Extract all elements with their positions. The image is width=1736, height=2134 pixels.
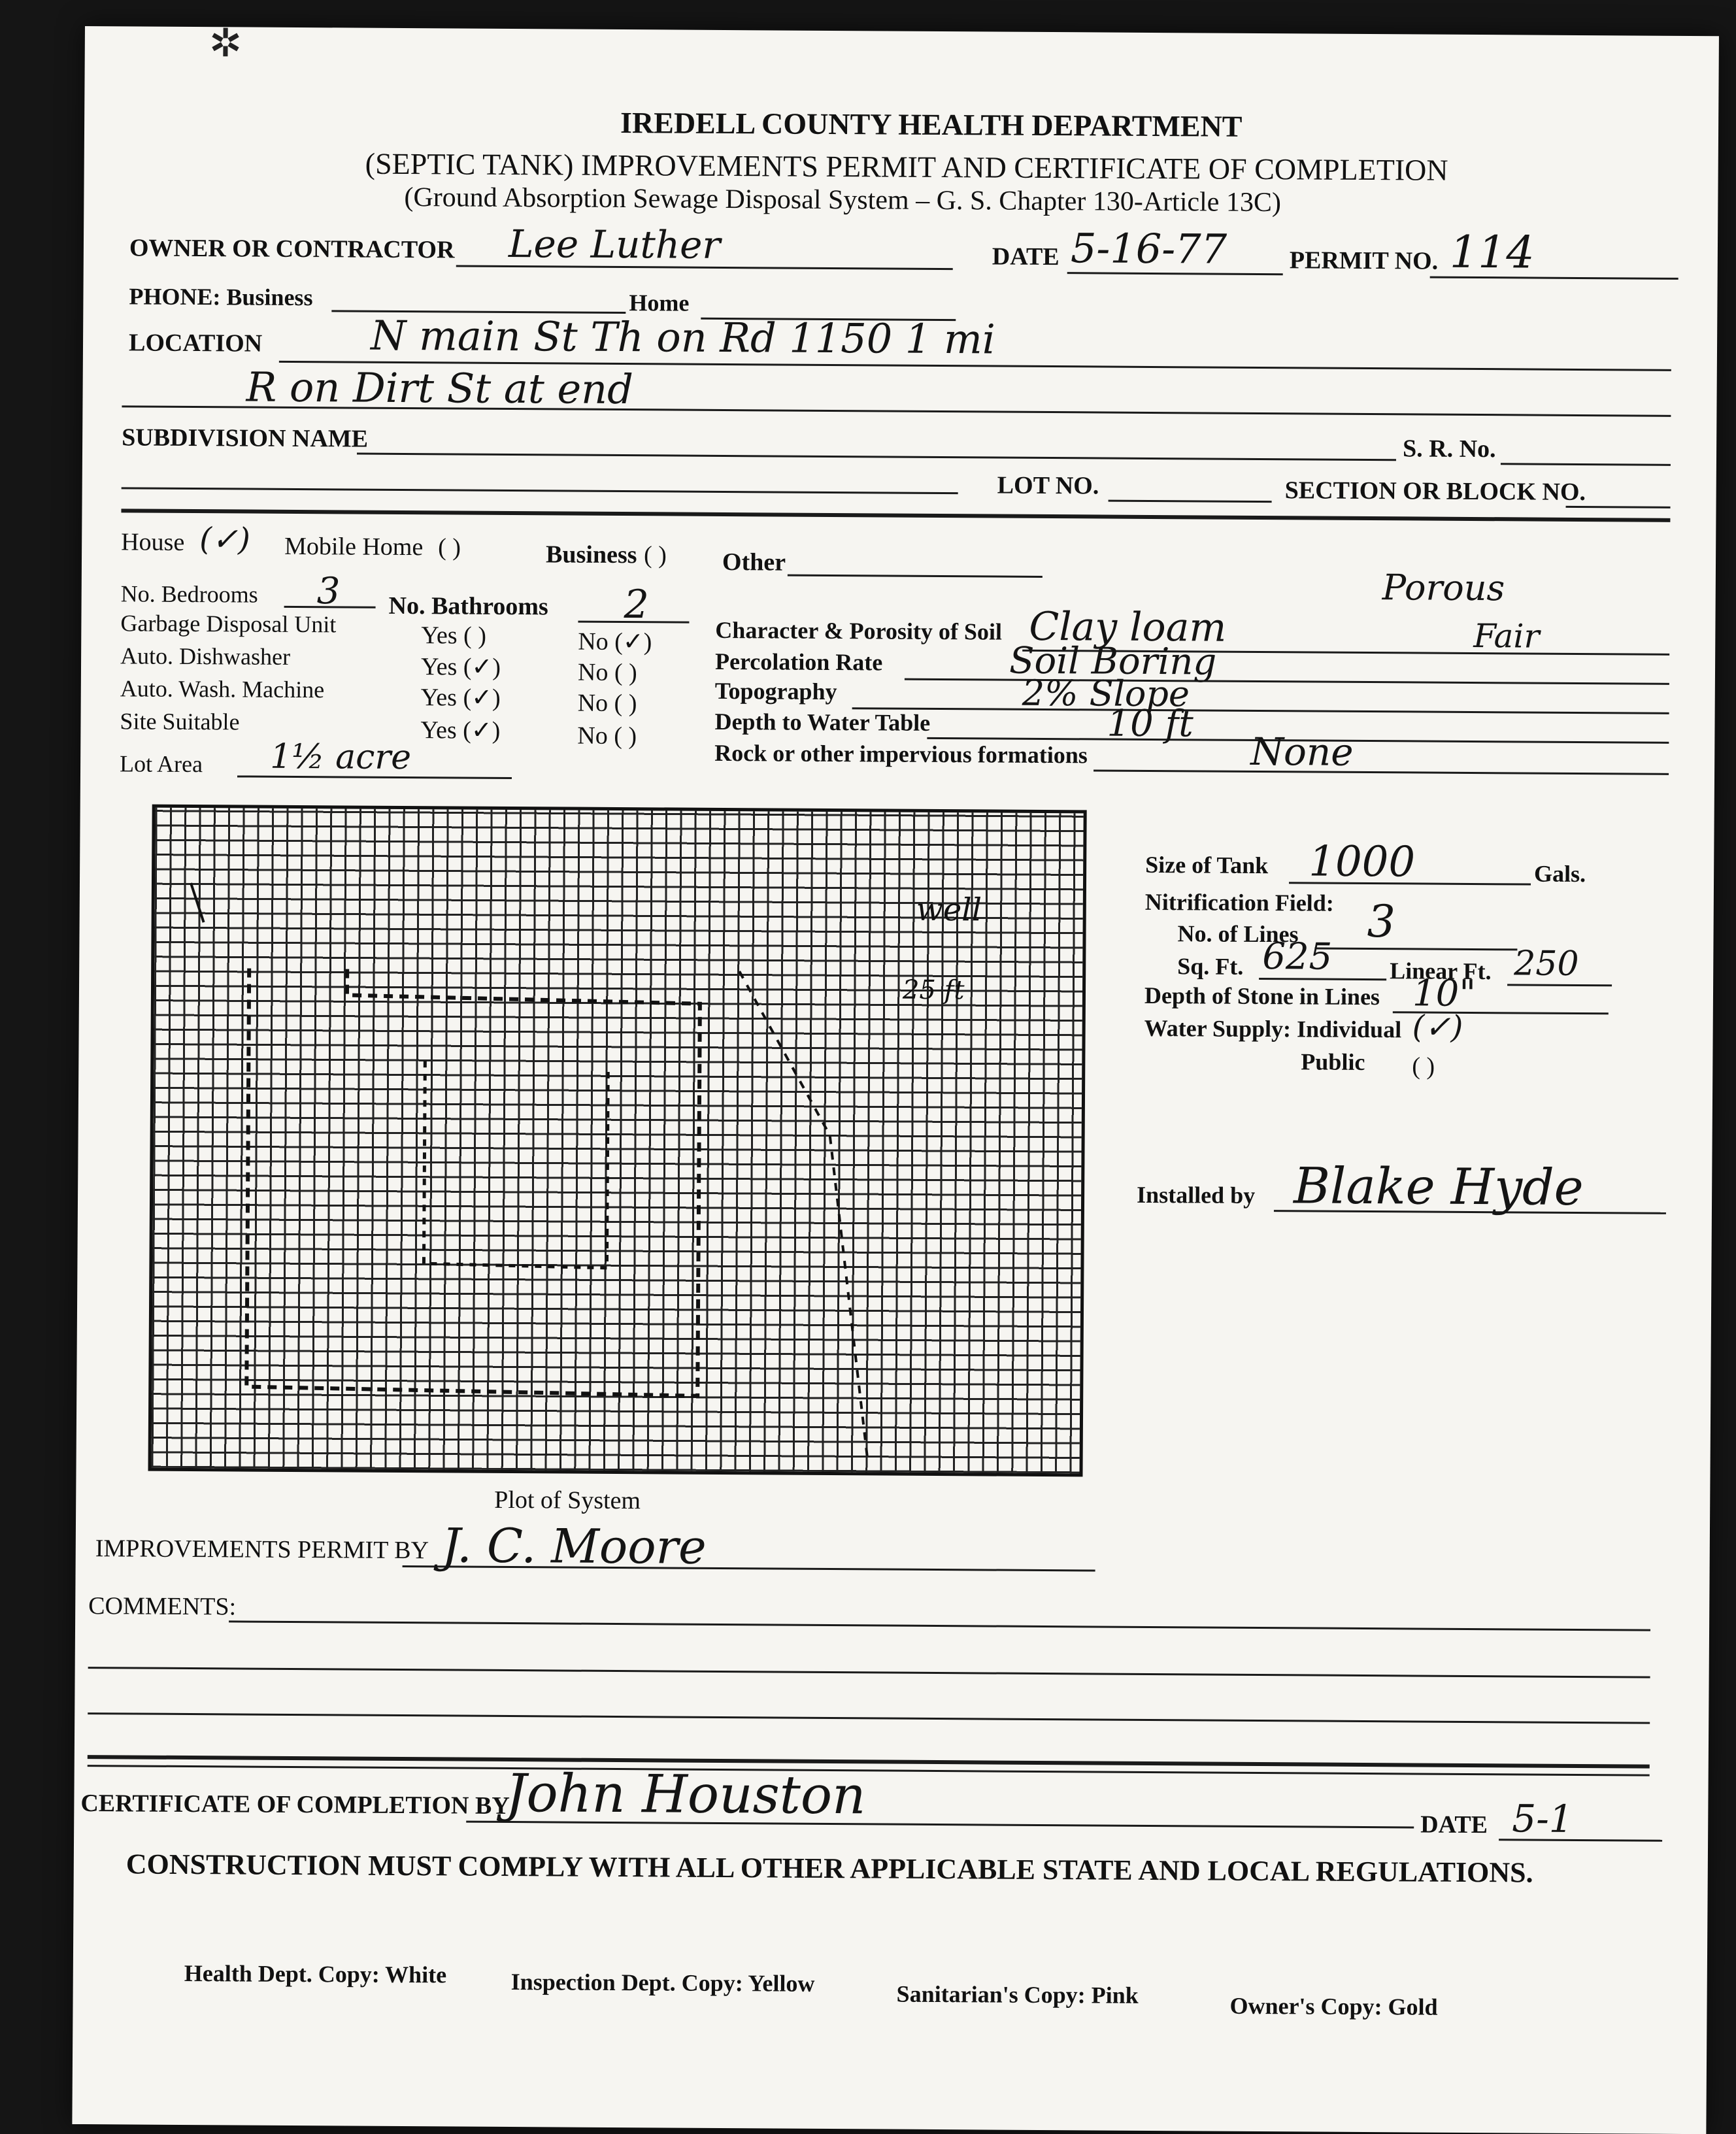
rock-label: Rock or other impervious formations bbox=[714, 739, 1088, 769]
sr-no-line bbox=[1501, 463, 1671, 466]
location-value-2: R on Dirt St at end bbox=[246, 363, 634, 414]
topo-label: Topography bbox=[714, 677, 837, 705]
permit-no-value: 114 bbox=[1449, 226, 1535, 279]
form-subtitle: (Ground Absorption Sewage Disposal System – G. S. Chapter 130-Article 13C) bbox=[404, 182, 1282, 218]
grid-note-distance: 25 ft bbox=[902, 975, 965, 1006]
soil-value-1: Porous bbox=[1382, 567, 1505, 609]
sqft-line bbox=[1259, 978, 1386, 980]
dishwasher-no: No ( ) bbox=[577, 658, 637, 687]
sanitarian-copy: Sanitarian's Copy: Pink bbox=[896, 1980, 1139, 2009]
comments-line-1 bbox=[229, 1620, 1650, 1631]
plot-caption: Plot of System bbox=[494, 1486, 641, 1515]
mobile-home-label: Mobile Home bbox=[284, 532, 424, 561]
business-type-label: Business bbox=[545, 541, 637, 569]
public-label: Public bbox=[1301, 1048, 1365, 1075]
stone-depth-value: 10" bbox=[1412, 972, 1477, 1016]
perc-value: Soil Boring bbox=[1009, 639, 1217, 684]
water-public-mark: ( ) bbox=[1412, 1052, 1435, 1080]
topo-line bbox=[852, 707, 1669, 714]
inspection-copy: Inspection Dept. Copy: Yellow bbox=[510, 1969, 815, 1997]
perc-label: Percolation Rate bbox=[714, 648, 883, 676]
bedrooms-label: No. Bedrooms bbox=[120, 580, 258, 608]
water-table-label: Depth to Water Table bbox=[714, 708, 931, 736]
stain-mark: ✲ bbox=[209, 22, 242, 65]
section-block-line bbox=[1566, 506, 1671, 508]
site-suitable-no: No ( ) bbox=[577, 722, 637, 750]
garbage-yes: Yes ( ) bbox=[421, 622, 487, 650]
cert-date-value: 5-1 bbox=[1512, 1796, 1573, 1841]
lot-area-label: Lot Area bbox=[119, 750, 203, 778]
owner-copy: Owner's Copy: Gold bbox=[1229, 1992, 1438, 2020]
comments-line-2 bbox=[88, 1667, 1650, 1678]
nitrification-label: Nitrification Field: bbox=[1144, 888, 1334, 916]
location-label: LOCATION bbox=[128, 329, 263, 358]
house-label: House bbox=[121, 528, 185, 556]
house-mark: (✓) bbox=[199, 521, 251, 558]
stone-depth-label: Depth of Stone in Lines bbox=[1144, 982, 1380, 1010]
linear-label: Linear Ft. bbox=[1390, 958, 1492, 985]
water-individual-mark: (✓) bbox=[1412, 1009, 1463, 1046]
date-label: DATE bbox=[992, 242, 1060, 271]
subdivision-label: SUBDIVISION NAME bbox=[122, 424, 369, 453]
lot-no-line bbox=[1109, 500, 1272, 503]
topo-value: 2% Slope bbox=[1022, 672, 1190, 715]
location-value-1: N main St Th on Rd 1150 1 mi bbox=[370, 311, 995, 363]
department-title: IREDELL COUNTY HEALTH DEPARTMENT bbox=[620, 106, 1243, 143]
permit-by-label: IMPROVEMENTS PERMIT BY bbox=[95, 1535, 429, 1565]
permit-by-value: J. C. Moore bbox=[441, 1518, 707, 1575]
water-table-value: 10 ft bbox=[1107, 702, 1194, 746]
lines-value: 3 bbox=[1367, 896, 1396, 948]
grid-note-well: well bbox=[916, 891, 982, 929]
comments-line-3 bbox=[88, 1712, 1650, 1724]
soil-label: Character & Porosity of Soil bbox=[715, 616, 1003, 645]
wash-machine-yes: Yes (✓) bbox=[420, 684, 501, 712]
tank-size-label: Size of Tank bbox=[1145, 851, 1269, 879]
cert-date-label: DATE bbox=[1420, 1810, 1488, 1839]
sr-no-label: S. R. No. bbox=[1402, 435, 1496, 463]
permit-no-label: PERMIT NO. bbox=[1289, 246, 1439, 275]
subdivision-line bbox=[357, 453, 1396, 461]
form-title: (SEPTIC TANK) IMPROVEMENTS PERMIT AND CERTIFICATE OF COMPLETION bbox=[365, 146, 1448, 187]
subdivision-line-2 bbox=[122, 487, 958, 494]
soil-value-3: Fair bbox=[1473, 616, 1540, 656]
wash-machine-label: Auto. Wash. Machine bbox=[120, 675, 325, 703]
cert-by-value: John Houston bbox=[505, 1762, 866, 1826]
garbage-label: Garbage Disposal Unit bbox=[120, 610, 337, 638]
cert-by-label: CERTIFICATE OF COMPLETION BY bbox=[80, 1790, 510, 1820]
owner-label: OWNER OR CONTRACTOR bbox=[129, 234, 455, 264]
owner-value: Lee Luther bbox=[508, 221, 721, 267]
health-copy: Health Dept. Copy: White bbox=[184, 1959, 447, 1988]
installed-by-value: Blake Hyde bbox=[1293, 1156, 1584, 1217]
other-type-label: Other bbox=[722, 548, 786, 576]
lot-no-label: LOT NO. bbox=[997, 471, 1099, 500]
bedrooms-value: 3 bbox=[316, 570, 341, 613]
comments-label: COMMENTS: bbox=[88, 1592, 237, 1621]
sqft-value: 625 bbox=[1262, 935, 1333, 978]
gals-label: Gals. bbox=[1533, 860, 1586, 888]
linear-value: 250 bbox=[1514, 944, 1579, 984]
business-type-mark: ( ) bbox=[643, 541, 667, 569]
soil-value-2: Clay loam bbox=[1029, 603, 1227, 651]
lines-line bbox=[1314, 948, 1517, 951]
bathrooms-label: No. Bathrooms bbox=[388, 592, 548, 621]
dishwasher-yes: Yes (✓) bbox=[420, 653, 501, 681]
phone-business-label: PHONE: Business bbox=[129, 283, 313, 311]
tank-size-value: 1000 bbox=[1308, 837, 1416, 887]
rock-line bbox=[1093, 769, 1669, 775]
site-suitable-label: Site Suitable bbox=[120, 708, 240, 735]
wash-machine-no: No ( ) bbox=[577, 689, 637, 718]
section-block-label: SECTION OR BLOCK NO. bbox=[1284, 476, 1586, 507]
mobile-home-mark: ( ) bbox=[438, 533, 461, 561]
phone-home-label: Home bbox=[629, 290, 690, 316]
bathrooms-value: 2 bbox=[624, 582, 650, 628]
other-type-line bbox=[788, 575, 1043, 578]
divider-1 bbox=[121, 508, 1670, 522]
sqft-label: Sq. Ft. bbox=[1177, 953, 1244, 980]
rock-value: None bbox=[1250, 729, 1354, 775]
lot-area-value: 1½ acre bbox=[269, 737, 412, 778]
lines-label: No. of Lines bbox=[1177, 920, 1299, 948]
garbage-no: No (✓) bbox=[578, 627, 652, 656]
dishwasher-label: Auto. Dishwasher bbox=[120, 642, 291, 670]
installed-by-label: Installed by bbox=[1136, 1181, 1256, 1209]
water-supply-label: Water Supply: Individual bbox=[1144, 1014, 1402, 1043]
compliance-notice: CONSTRUCTION MUST COMPLY WITH ALL OTHER APPLICABLE STATE AND LOCAL REGULATIONS. bbox=[125, 1848, 1533, 1889]
site-suitable-yes: Yes (✓) bbox=[420, 716, 501, 744]
plot-sketch bbox=[148, 805, 1086, 1477]
date-value: 5-16-77 bbox=[1070, 224, 1227, 273]
permit-form bbox=[72, 22, 1719, 2134]
linear-line bbox=[1507, 984, 1612, 986]
